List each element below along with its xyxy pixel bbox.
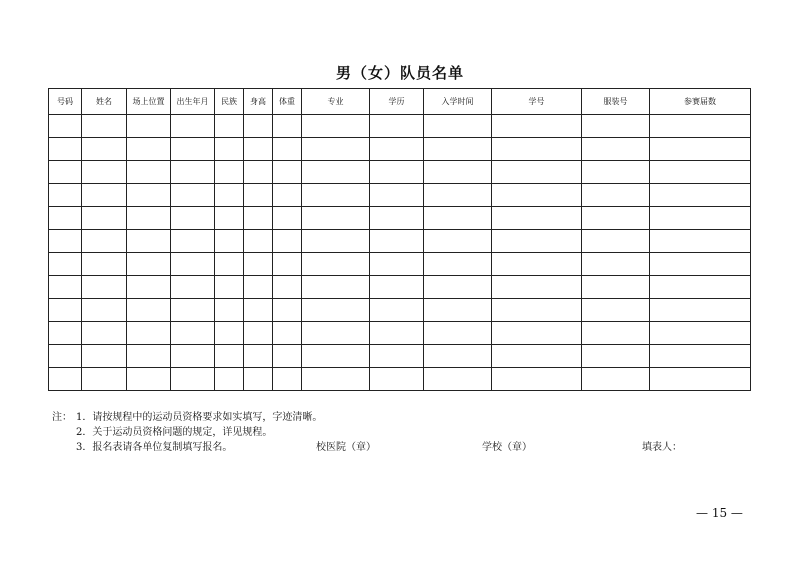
table-cell[interactable] <box>244 184 273 207</box>
table-cell[interactable] <box>215 253 244 276</box>
column-header: 体重 <box>273 89 302 115</box>
column-header: 学号 <box>492 89 582 115</box>
table-cell[interactable] <box>582 345 650 368</box>
table-cell[interactable] <box>49 230 82 253</box>
table-cell[interactable] <box>302 230 370 253</box>
table-cell[interactable] <box>582 138 650 161</box>
table-cell[interactable] <box>244 299 273 322</box>
table-cell[interactable] <box>273 299 302 322</box>
table-cell[interactable] <box>171 299 215 322</box>
column-header: 号码 <box>49 89 82 115</box>
table-cell[interactable] <box>127 161 171 184</box>
table-cell[interactable] <box>582 322 650 345</box>
table-cell[interactable] <box>424 299 492 322</box>
table-cell[interactable] <box>49 115 82 138</box>
table-cell[interactable] <box>273 276 302 299</box>
table-cell[interactable] <box>82 207 127 230</box>
table-cell[interactable] <box>650 253 751 276</box>
table-cell[interactable] <box>492 322 582 345</box>
table-row <box>49 276 751 299</box>
table-cell[interactable] <box>424 161 492 184</box>
table-cell[interactable] <box>650 276 751 299</box>
table-cell[interactable] <box>424 276 492 299</box>
table-cell[interactable] <box>370 299 424 322</box>
table-cell[interactable] <box>215 161 244 184</box>
table-row <box>49 322 751 345</box>
table-cell[interactable] <box>244 368 273 391</box>
table-cell[interactable] <box>273 184 302 207</box>
table-cell[interactable] <box>302 299 370 322</box>
table-cell[interactable] <box>582 253 650 276</box>
table-cell[interactable] <box>244 230 273 253</box>
table-cell[interactable] <box>302 368 370 391</box>
table-cell[interactable] <box>370 345 424 368</box>
table-cell[interactable] <box>127 368 171 391</box>
table-cell[interactable] <box>127 253 171 276</box>
table-cell[interactable] <box>302 276 370 299</box>
column-header: 学历 <box>370 89 424 115</box>
table-cell[interactable] <box>650 138 751 161</box>
table-cell[interactable] <box>244 322 273 345</box>
table-cell[interactable] <box>82 276 127 299</box>
table-cell[interactable] <box>492 299 582 322</box>
table-row <box>49 368 751 391</box>
table-cell[interactable] <box>370 161 424 184</box>
table-cell[interactable] <box>82 368 127 391</box>
table-cell[interactable] <box>492 368 582 391</box>
table-cell[interactable] <box>244 345 273 368</box>
table-cell[interactable] <box>244 276 273 299</box>
page-number: — 15 — <box>696 506 743 520</box>
table-cell[interactable] <box>244 115 273 138</box>
table-cell[interactable] <box>492 276 582 299</box>
column-header: 入学时间 <box>424 89 492 115</box>
column-header: 民族 <box>215 89 244 115</box>
table-cell[interactable] <box>215 345 244 368</box>
table-cell[interactable] <box>650 230 751 253</box>
notes-section <box>52 410 752 455</box>
table-cell[interactable] <box>370 322 424 345</box>
table-cell[interactable] <box>49 253 82 276</box>
signature-school: 学校（章） <box>482 442 532 453</box>
table-cell[interactable] <box>302 115 370 138</box>
table-cell[interactable] <box>302 322 370 345</box>
table-cell[interactable] <box>273 161 302 184</box>
table-cell[interactable] <box>582 230 650 253</box>
table-cell[interactable] <box>82 138 127 161</box>
table-cell[interactable] <box>171 115 215 138</box>
table-header-row <box>49 89 751 115</box>
table-cell[interactable] <box>492 184 582 207</box>
table-cell[interactable] <box>273 368 302 391</box>
table-cell[interactable] <box>215 299 244 322</box>
table-row <box>49 184 751 207</box>
table-row <box>49 207 751 230</box>
table-cell[interactable] <box>82 115 127 138</box>
table-cell[interactable] <box>215 207 244 230</box>
table-cell[interactable] <box>582 115 650 138</box>
table-cell[interactable] <box>273 345 302 368</box>
table-cell[interactable] <box>49 368 82 391</box>
table-row <box>49 299 751 322</box>
table-cell[interactable] <box>215 138 244 161</box>
table-cell[interactable] <box>82 322 127 345</box>
table-cell[interactable] <box>171 138 215 161</box>
table-cell[interactable] <box>127 207 171 230</box>
table-cell[interactable] <box>370 115 424 138</box>
note-item: 1．请按规程中的运动员资格要求如实填写，字迹清晰。 <box>76 412 323 423</box>
table-cell[interactable] <box>370 230 424 253</box>
table-cell[interactable] <box>582 368 650 391</box>
table-cell[interactable] <box>127 230 171 253</box>
table-cell[interactable] <box>492 115 582 138</box>
table-cell[interactable] <box>171 230 215 253</box>
table-cell[interactable] <box>82 184 127 207</box>
table-row <box>49 161 751 184</box>
table-cell[interactable] <box>127 276 171 299</box>
table-cell[interactable] <box>492 138 582 161</box>
table-row <box>49 230 751 253</box>
table-cell[interactable] <box>82 345 127 368</box>
table-cell[interactable] <box>49 299 82 322</box>
column-header: 场上位置 <box>127 89 171 115</box>
page-title: 男（女）队员名单 <box>335 64 464 82</box>
table-cell[interactable] <box>492 230 582 253</box>
table-cell[interactable] <box>273 207 302 230</box>
table-cell[interactable] <box>582 161 650 184</box>
table-cell[interactable] <box>171 322 215 345</box>
table-cell[interactable] <box>370 207 424 230</box>
column-header: 专业 <box>302 89 370 115</box>
table-cell[interactable] <box>650 184 751 207</box>
table-cell[interactable] <box>370 368 424 391</box>
table-cell[interactable] <box>582 299 650 322</box>
table-cell[interactable] <box>650 115 751 138</box>
table-cell[interactable] <box>171 345 215 368</box>
roster-table <box>48 88 751 391</box>
table-cell[interactable] <box>244 161 273 184</box>
table-cell[interactable] <box>302 345 370 368</box>
table-cell[interactable] <box>424 115 492 138</box>
table-cell[interactable] <box>302 253 370 276</box>
table-row <box>49 253 751 276</box>
note-item: 3．报名表请各单位复制填写报名。 <box>76 442 233 453</box>
table-cell[interactable] <box>492 207 582 230</box>
table-row <box>49 345 751 368</box>
table-cell[interactable] <box>492 345 582 368</box>
note-item: 2．关于运动员资格问题的规定，详见规程。 <box>76 427 273 438</box>
table-cell[interactable] <box>492 161 582 184</box>
table-cell[interactable] <box>650 161 751 184</box>
table-cell[interactable] <box>424 368 492 391</box>
table-cell[interactable] <box>215 115 244 138</box>
signature-clinic: 校医院（章） <box>316 442 376 453</box>
table-cell[interactable] <box>127 138 171 161</box>
table-cell[interactable] <box>273 115 302 138</box>
table-cell[interactable] <box>424 253 492 276</box>
table-cell[interactable] <box>273 230 302 253</box>
table-cell[interactable] <box>582 184 650 207</box>
table-cell[interactable] <box>171 253 215 276</box>
signature-preparer: 填表人： <box>642 442 682 453</box>
table-cell[interactable] <box>302 207 370 230</box>
table-row <box>49 138 751 161</box>
table-cell[interactable] <box>244 253 273 276</box>
table-cell[interactable] <box>215 184 244 207</box>
table-cell[interactable] <box>582 207 650 230</box>
column-header: 身高 <box>244 89 273 115</box>
table-cell[interactable] <box>244 138 273 161</box>
table-cell[interactable] <box>273 322 302 345</box>
table-cell[interactable] <box>370 253 424 276</box>
table-cell[interactable] <box>215 230 244 253</box>
column-header: 姓名 <box>82 89 127 115</box>
table-cell[interactable] <box>650 322 751 345</box>
table-cell[interactable] <box>215 322 244 345</box>
table-cell[interactable] <box>370 184 424 207</box>
table-cell[interactable] <box>49 345 82 368</box>
table-cell[interactable] <box>302 161 370 184</box>
table-cell[interactable] <box>650 368 751 391</box>
table-cell[interactable] <box>424 138 492 161</box>
column-header: 参赛届数 <box>650 89 751 115</box>
table-cell[interactable] <box>49 322 82 345</box>
table-cell[interactable] <box>370 138 424 161</box>
table-cell[interactable] <box>424 322 492 345</box>
table-cell[interactable] <box>49 161 82 184</box>
table-cell[interactable] <box>82 253 127 276</box>
table-cell[interactable] <box>49 138 82 161</box>
table-cell[interactable] <box>424 207 492 230</box>
table-cell[interactable] <box>127 299 171 322</box>
table-cell[interactable] <box>82 299 127 322</box>
notes-prefix: 注： <box>52 412 72 423</box>
table-cell[interactable] <box>582 276 650 299</box>
table-cell[interactable] <box>171 276 215 299</box>
table-cell[interactable] <box>650 299 751 322</box>
table-cell[interactable] <box>244 207 273 230</box>
table-cell[interactable] <box>49 276 82 299</box>
table-cell[interactable] <box>127 322 171 345</box>
table-cell[interactable] <box>171 161 215 184</box>
column-header: 出生年月 <box>171 89 215 115</box>
table-cell[interactable] <box>171 184 215 207</box>
table-cell[interactable] <box>273 253 302 276</box>
table-cell[interactable] <box>127 115 171 138</box>
table-cell[interactable] <box>49 207 82 230</box>
table-cell[interactable] <box>650 345 751 368</box>
table-cell[interactable] <box>82 161 127 184</box>
table-cell[interactable] <box>171 207 215 230</box>
table-cell[interactable] <box>171 368 215 391</box>
table-cell[interactable] <box>302 138 370 161</box>
table-row <box>49 115 751 138</box>
table-cell[interactable] <box>127 345 171 368</box>
table-cell[interactable] <box>650 207 751 230</box>
column-header: 服装号 <box>582 89 650 115</box>
table-cell[interactable] <box>127 184 171 207</box>
table-cell[interactable] <box>82 230 127 253</box>
table-cell[interactable] <box>424 184 492 207</box>
table-cell[interactable] <box>302 184 370 207</box>
table-cell[interactable] <box>215 276 244 299</box>
table-cell[interactable] <box>424 345 492 368</box>
table-cell[interactable] <box>492 253 582 276</box>
table-cell[interactable] <box>215 368 244 391</box>
table-cell[interactable] <box>49 184 82 207</box>
table-cell[interactable] <box>424 230 492 253</box>
table-cell[interactable] <box>370 276 424 299</box>
table-cell[interactable] <box>273 138 302 161</box>
